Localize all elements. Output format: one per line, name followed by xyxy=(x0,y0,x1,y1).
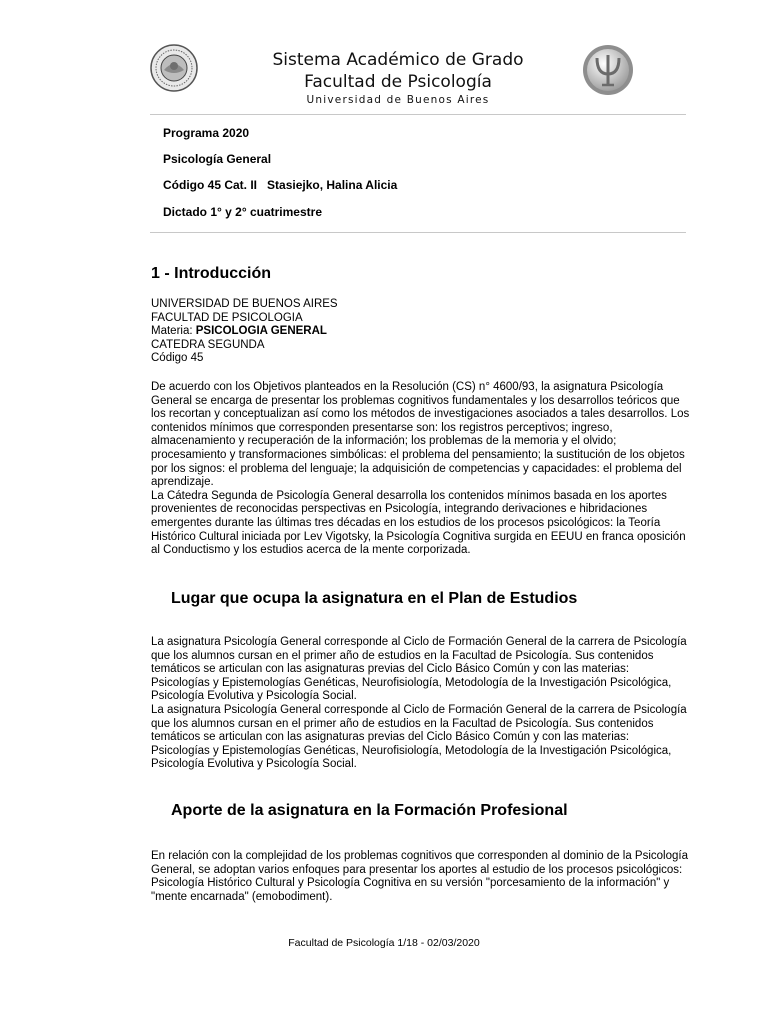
header-divider xyxy=(150,114,686,115)
program-subject: Psicología General xyxy=(163,152,272,166)
program-code: Código 45 Cat. II xyxy=(163,178,258,192)
intro-paragraphs xyxy=(151,381,691,558)
materia-line xyxy=(151,325,691,339)
metadata-divider xyxy=(150,232,686,233)
psi-logo-icon xyxy=(582,44,634,96)
intro-line: CATEDRA SEGUNDA xyxy=(151,338,265,351)
program-year: Programa 2020 xyxy=(163,126,250,140)
aporte-paragraph: En relación con la complejidad de los problemas cognitivos que corresponden al dominio de la Psicología General, se adoptan varios enfoques para presentar los aportes al estudio de los procesos psicológicos: Psicología Histórico Cultural y Psicología Cognitiva en su versión "porcesamiento de la información" y "mente encarnada" (emobodiment). xyxy=(151,850,688,903)
program-professor: Stasiejko, Halina Alicia xyxy=(267,178,398,192)
intro-line: Código 45 xyxy=(151,352,204,365)
intro-heading: 1 - Introducción xyxy=(151,265,271,282)
intro-paragraph: De acuerdo con los Objetivos planteados en la Resolución (CS) n° 4600/93, la asignatura Psicología General se encarga de presentar los problemas cognitivos fundamentales y los desarrollos teóricos que los recortan y conceptualizan así como los métodos de investigaciones asociados a tales desarrollos. Los contenidos mínimos que corresponden presentarse son: los registros perceptivos; ingreso, almacenamiento y recuperación de la información; los problemas de la memoria y el olvido; procesamiento y transformaciones simbólicas: el problema del pensamiento; la sustitución de los objetos por los signos: el problema del lenguaje; la adquisición de competencias y capacidades: el problema del aprendizaje. xyxy=(151,381,690,489)
lugar-paragraph: La asignatura Psicología General corresponde al Ciclo de Formación General de la carrera de Psicología que los alumnos cursan en el primer año de estudios en la Facultad de Psicología. Sus contenidos temáticos se articulan con las asignaturas previas del Ciclo Básico Común y con las materias: Psicologías y Epistemologías Genéticas, Neurofisiología, Metodología de la Investigación Psicológica, Psicología Evolutiva y Psicología Social. xyxy=(151,636,687,703)
faculty-title: Facultad de Psicología xyxy=(304,72,492,92)
lugar-paragraphs xyxy=(151,636,691,772)
materia-value: PSICOLOGIA GENERAL xyxy=(195,325,327,338)
intro-header-block xyxy=(151,298,691,366)
intro-line: FACULTAD DE PSICOLOGIA xyxy=(151,311,303,324)
lugar-paragraph: La asignatura Psicología General corresponde al Ciclo de Formación General de la carrera de Psicología que los alumnos cursan en el primer año de estudios en la Facultad de Psicología. Sus contenidos temáticos se articulan con las asignaturas previas del Ciclo Básico Común y con las materias: Psicologías y Epistemologías Genéticas, Neurofisiología, Metodología de la Investigación Psicológica, Psicología Evolutiva y Psicología Social. xyxy=(151,703,687,771)
system-title: Sistema Académico de Grado xyxy=(272,50,524,70)
aporte-heading: Aporte de la asignatura en la Formación Profesional xyxy=(171,802,568,819)
program-code-row xyxy=(163,178,397,192)
intro-line: UNIVERSIDAD DE BUENOS AIRES xyxy=(151,298,338,310)
intro-paragraph: La Cátedra Segunda de Psicología General desarrolla los contenidos mínimos basada en los aportes provenientes de reconocidas perspectivas en Psicología, integrando derivaciones e hibridaciones emergentes durante las últimas tres décadas en los estudios de los procesos psicológicos: la Teoría Histórico Cultural iniciada por Lev Vigotsky, la Psicología Cognitiva surgida en EEUU en franca oposición al Conductismo y los estudios acerca de la mente corporizada. xyxy=(151,489,686,557)
materia-label: Materia: xyxy=(151,325,196,338)
page-footer: Facultad de Psicología 1/18 - 02/03/2020 xyxy=(288,937,480,949)
page-header xyxy=(150,44,686,114)
university-subtitle: Universidad de Buenos Aires xyxy=(306,94,490,106)
lugar-heading: Lugar que ocupa la asignatura en el Plan de Estudios xyxy=(171,590,578,607)
program-schedule: Dictado 1° y 2° cuatrimestre xyxy=(163,205,322,219)
aporte-paragraphs xyxy=(151,850,691,904)
